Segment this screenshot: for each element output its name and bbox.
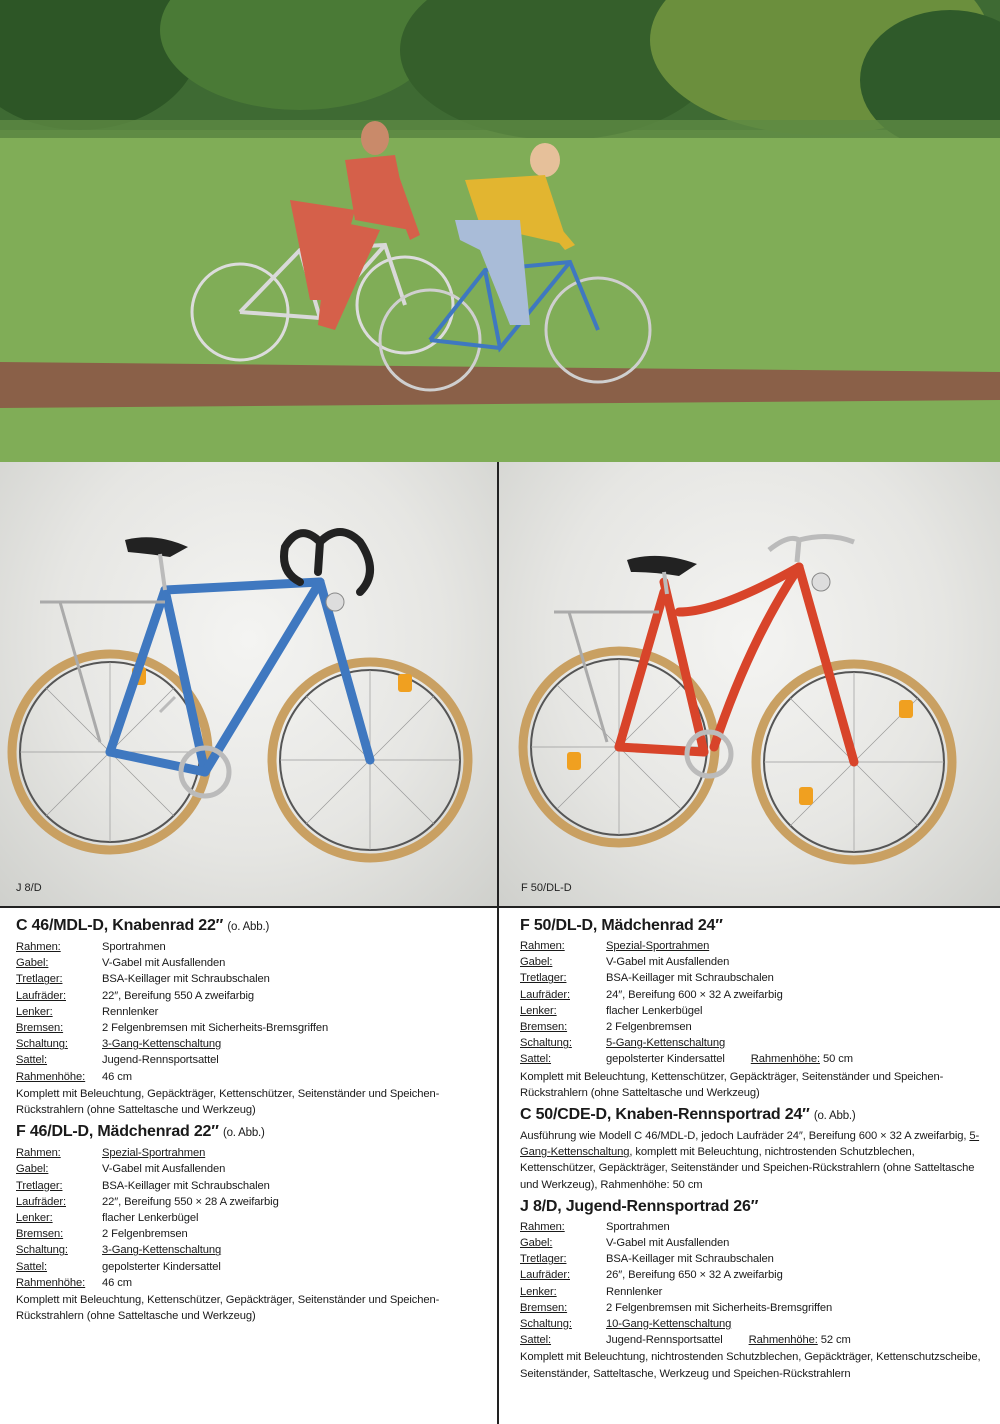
- spec-value: V-Gabel mit Ausfallenden: [606, 1237, 730, 1250]
- spec-value: 46 cm: [102, 1276, 132, 1289]
- spec-label: Bremsen:: [520, 1021, 568, 1034]
- model-f46: [16, 1122, 486, 1324]
- spec-value: BSA-Keillager mit Schraubschalen: [606, 1253, 774, 1266]
- spec-row: [16, 1259, 486, 1275]
- spec-label: Schaltung:: [16, 1244, 68, 1257]
- spec-row: [16, 1069, 486, 1085]
- spec-value: Jugend-Rennsportsattel: [102, 1054, 219, 1067]
- spec-label: Bremsen:: [16, 1022, 64, 1035]
- spec-row: [520, 1316, 990, 1332]
- model-title: J 8/D, Jugend-Rennsportrad 26″: [520, 1197, 759, 1215]
- spec-row: [16, 988, 486, 1004]
- spec-label: Tretlager:: [16, 973, 63, 986]
- spec-value: 3-Gang-Kettenschaltung: [102, 1244, 222, 1257]
- spec-row: [16, 1036, 486, 1052]
- spec-value: 2 Felgenbremsen mit Sicherheits-Bremsgriffen: [606, 1301, 833, 1314]
- spec-value: BSA-Keillager mit Schraubschalen: [102, 1179, 270, 1192]
- spec-label: Sattel:: [16, 1054, 48, 1067]
- section-divider: [0, 906, 1000, 908]
- model-title-text: C 50/CDE-D, Knaben-Rennsportrad 24″: [520, 1106, 810, 1124]
- spec-row: [520, 970, 990, 986]
- spec-label: Rahmen:: [16, 1147, 61, 1160]
- description-text: , komplett mit Beleuchtung, nichtrostenden Schutzblechen, Kettenschützer, Gepäckträger, Seitenständer und Speichen-Rückstrahlern (ohne Satteltasche und Werkzeug), Rahmenhöhe: 50 cm: [520, 1146, 975, 1191]
- spec-value: Spezial-Sportrahmen: [606, 940, 710, 952]
- model-description: [520, 1128, 990, 1193]
- spec-value: Sportrahmen: [102, 941, 166, 953]
- red-ladies-bike-illustration: [499, 462, 1000, 906]
- spec-label: Laufräder:: [520, 988, 570, 1001]
- spec-value: flacher Lenkerbügel: [102, 1212, 199, 1225]
- spec-row: [520, 1300, 990, 1316]
- spec-label: Lenker:: [520, 1004, 557, 1017]
- frame-height-value: 50 cm: [822, 1053, 853, 1066]
- spec-row: [16, 1052, 486, 1068]
- spec-row: [16, 955, 486, 971]
- spec-value: 24″, Bereifung 600 × 32 A zweifarbig: [606, 988, 783, 1001]
- spec-label: Lenker:: [16, 1212, 53, 1225]
- spec-value: 22″, Bereifung 550 × 28 A zweifarbig: [102, 1195, 279, 1208]
- spec-label: Gabel:: [520, 1237, 553, 1250]
- blue-racing-bike-illustration: [0, 462, 497, 906]
- spec-label: Bremsen:: [520, 1301, 568, 1314]
- model-c46: [16, 916, 486, 1118]
- spec-row: [520, 1219, 990, 1235]
- spec-row: [520, 1003, 990, 1019]
- spec-value: 46 cm: [102, 1070, 132, 1083]
- spec-value: Jugend-Rennsportsattel: [606, 1334, 723, 1347]
- spec-row: [520, 1251, 990, 1267]
- spec-row: [520, 1235, 990, 1251]
- spec-value: V-Gabel mit Ausfallenden: [102, 1163, 226, 1176]
- right-photo-caption: F 50/DL-D: [521, 882, 572, 894]
- spec-label: Gabel:: [16, 1163, 49, 1176]
- spec-row: [16, 939, 486, 955]
- spec-label: Tretlager:: [520, 972, 567, 985]
- spec-label: Lenker:: [520, 1285, 557, 1298]
- model-title-note: (o. Abb.): [222, 1127, 265, 1140]
- spec-row: [16, 1242, 486, 1258]
- spec-label: Schaltung:: [520, 1037, 572, 1050]
- product-photo-blue-bike: [0, 462, 497, 906]
- spec-value: 2 Felgenbremsen mit Sicherheits-Bremsgriffen: [102, 1022, 329, 1035]
- model-f50: [520, 916, 990, 1101]
- model-description: Komplett mit Beleuchtung, nichtrostenden Schutzblechen, Gepäckträger, Kettenschutzscheibe, Seitenständer, Satteltasche, Werkzeug und Speichen-Rückstrahlern: [520, 1351, 981, 1380]
- spec-label: Laufräder:: [16, 989, 66, 1002]
- spec-row: [520, 1284, 990, 1300]
- model-title: [16, 916, 486, 937]
- spec-label: Laufräder:: [16, 1195, 66, 1208]
- description-text: Ausführung wie Modell C 46/MDL-D, jedoch Laufräder 24″, Bereifung 600 × 32 A zweifarbig,: [520, 1130, 967, 1143]
- model-c50: [520, 1105, 990, 1193]
- model-title: F 50/DL-D, Mädchenrad 24″: [520, 917, 723, 934]
- spec-value: BSA-Keillager mit Schraubschalen: [102, 973, 270, 986]
- spec-value: 2 Felgenbremsen: [606, 1021, 692, 1034]
- spec-label: Rahmen:: [520, 1220, 565, 1233]
- spec-value: V-Gabel mit Ausfallenden: [606, 956, 730, 969]
- spec-value: 22″, Bereifung 550 A zweifarbig: [102, 989, 254, 1002]
- spec-label: Rahmen:: [16, 941, 61, 953]
- hero-photo: [0, 0, 1000, 462]
- left-spec-column: [16, 914, 486, 1328]
- spec-label: Bremsen:: [16, 1228, 64, 1241]
- spec-row: [16, 1178, 486, 1194]
- model-title: [520, 1105, 990, 1126]
- spec-row: [16, 1004, 486, 1020]
- model-title-text: C 46/MDL-D, Knabenrad 22″: [16, 917, 224, 934]
- spec-row: [16, 1020, 486, 1036]
- spec-row: [16, 1145, 486, 1161]
- spec-label: Laufräder:: [520, 1269, 570, 1282]
- model-description: Komplett mit Beleuchtung, Gepäckträger, Kettenschützer, Seitenständer und Speichen-Rückstrahlern (ohne Satteltasche und Werkzeug): [16, 1087, 440, 1117]
- cycling-scene-illustration: [0, 0, 1000, 462]
- spec-row: [520, 954, 990, 970]
- spec-value: 2 Felgenbremsen: [102, 1228, 188, 1241]
- spec-value: 10-Gang-Kettenschaltung: [606, 1318, 732, 1331]
- gear-shift-highlight: 5-Gang-Kettenschaltung: [520, 1130, 980, 1159]
- spec-label: Sattel:: [520, 1053, 552, 1066]
- spec-label: Tretlager:: [520, 1253, 567, 1266]
- spec-row: [16, 1161, 486, 1177]
- spec-label: Schaltung:: [520, 1318, 572, 1331]
- model-title-note: (o. Abb.): [227, 921, 270, 933]
- column-divider: [497, 462, 499, 1424]
- frame-height: [749, 1332, 851, 1348]
- spec-value: 26″, Bereifung 650 × 32 A zweifarbig: [606, 1269, 783, 1282]
- spec-row: [520, 938, 990, 954]
- spec-label: Rahmenhöhe:: [16, 1276, 86, 1289]
- spec-row: [520, 987, 990, 1003]
- left-photo-caption: J 8/D: [16, 882, 42, 894]
- model-title: [16, 1122, 486, 1143]
- spec-row: [520, 1332, 990, 1348]
- spec-value: gepolsterter Kindersattel: [102, 1260, 221, 1273]
- spec-label: Tretlager:: [16, 1179, 63, 1192]
- spec-value: 3-Gang-Kettenschaltung: [102, 1038, 222, 1051]
- model-description: Komplett mit Beleuchtung, Kettenschützer, Gepäckträger, Seitenständer und Speichen-Rückstrahlern (ohne Satteltasche und Werkzeug): [16, 1294, 440, 1323]
- product-photo-red-bike: [499, 462, 1000, 906]
- spec-row: [520, 1267, 990, 1283]
- spec-row: [16, 1275, 486, 1291]
- spec-row: [520, 1035, 990, 1051]
- spec-row: [16, 1210, 486, 1226]
- spec-row: [16, 1226, 486, 1242]
- frame-height-label: Rahmenhöhe:: [750, 1053, 820, 1066]
- spec-label: Sattel:: [520, 1334, 552, 1347]
- spec-row: [16, 1194, 486, 1210]
- model-title-text: F 46/DL-D, Mädchenrad 22″: [16, 1123, 219, 1141]
- right-spec-column: [520, 914, 990, 1386]
- spec-label: Sattel:: [16, 1260, 48, 1273]
- spec-value: flacher Lenkerbügel: [606, 1004, 703, 1017]
- spec-label: Gabel:: [16, 957, 49, 970]
- spec-value: 5-Gang-Kettenschaltung: [606, 1037, 726, 1050]
- spec-label: Schaltung:: [16, 1038, 68, 1051]
- spec-value: Rennlenker: [102, 1005, 159, 1018]
- spec-value: gepolsterter Kindersattel: [606, 1053, 725, 1066]
- spec-label: Gabel:: [520, 956, 553, 969]
- spec-label: Rahmen:: [520, 940, 565, 952]
- model-j8: [520, 1197, 990, 1382]
- spec-value: V-Gabel mit Ausfallenden: [102, 957, 226, 970]
- frame-height-value: 52 cm: [820, 1334, 851, 1347]
- spec-value: Spezial-Sportrahmen: [102, 1147, 206, 1160]
- spec-row: [520, 1051, 990, 1067]
- model-description: Komplett mit Beleuchtung, Kettenschützer, Gepäckträger, Seitenständer und Speichen-Rückstrahlern (ohne Satteltasche und Werkzeug): [520, 1070, 944, 1099]
- spec-value: BSA-Keillager mit Schraubschalen: [606, 972, 774, 985]
- spec-value: Rennlenker: [606, 1285, 663, 1298]
- spec-label: Lenker:: [16, 1005, 53, 1018]
- frame-height: [751, 1051, 853, 1067]
- spec-row: [520, 1019, 990, 1035]
- spec-label: Rahmenhöhe:: [16, 1070, 86, 1083]
- frame-height-label: Rahmenhöhe:: [748, 1334, 818, 1347]
- spec-row: [16, 971, 486, 987]
- spec-value: Sportrahmen: [606, 1220, 670, 1233]
- model-title-note: (o. Abb.): [813, 1110, 856, 1123]
